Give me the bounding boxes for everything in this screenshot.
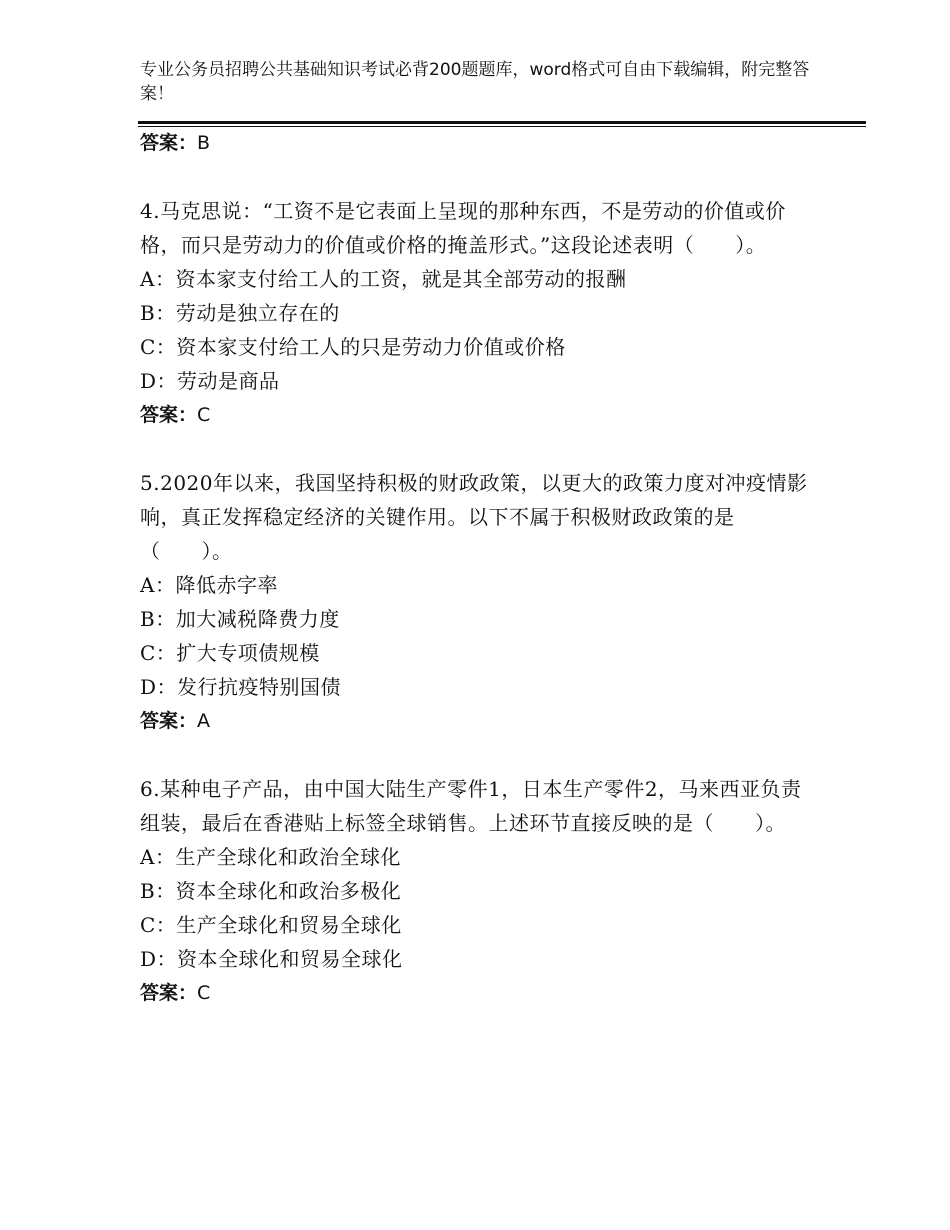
spacer	[140, 160, 820, 194]
answer-label: 答案：	[140, 132, 198, 154]
answer-line	[140, 398, 820, 432]
answer-label: 答案：	[140, 982, 198, 1004]
answer-label: 答案：	[140, 710, 198, 732]
question-list	[140, 126, 820, 1010]
question-text	[140, 772, 820, 840]
option-b: B：劳动是独立存在的	[140, 301, 340, 325]
header-text: 专业公务员招聘公共基础知识考试必背200题题库，word格式可自由下载编辑，附完整答案！	[140, 60, 810, 104]
answer-line	[140, 126, 820, 160]
option-a: A：资本家支付给工人的工资，就是其全部劳动的报酬	[140, 267, 627, 291]
question-number: 4.	[140, 199, 161, 223]
answer-value: B	[197, 132, 211, 154]
answer-value: A	[197, 710, 211, 732]
option-a: A：生产全球化和政治全球化	[140, 845, 401, 869]
question-body: 某种电子产品，由中国大陆生产零件1，日本生产零件2，马来西亚负责组装，最后在香港贴上标签全球销售。上述环节直接反映的是（ ）。	[140, 777, 802, 835]
option-d: D：发行抗疫特别国债	[140, 675, 342, 699]
option-d: D：资本全球化和贸易全球化	[140, 947, 403, 971]
page-header	[140, 58, 820, 106]
option-a: A：降低赤字率	[140, 573, 278, 597]
spacer	[140, 738, 820, 772]
option-b: B：资本全球化和政治多极化	[140, 879, 402, 903]
question-body: 马克思说：“工资不是它表面上呈现的那种东西，不是劳动的价值或价格，而只是劳动力的价值或价格的掩盖形式。”这段论述表明（ ）。	[140, 199, 786, 257]
question-text	[140, 466, 820, 568]
answer-value: C	[197, 404, 211, 426]
spacer	[140, 432, 820, 466]
option-b: B：加大减税降费力度	[140, 607, 340, 631]
option-c: C：扩大专项债规模	[140, 641, 320, 665]
question-number: 5.	[140, 471, 161, 495]
answer-label: 答案：	[140, 404, 198, 426]
question-body: 2020年以来，我国坚持积极的财政政策，以更大的政策力度对冲疫情影响，真正发挥稳定经济的关键作用。以下不属于积极财政政策的是（ ）。	[140, 471, 808, 563]
option-d: D：劳动是商品	[140, 369, 280, 393]
option-c: C：资本家支付给工人的只是劳动力价值或价格	[140, 335, 566, 359]
question-text	[140, 194, 820, 262]
question-number: 6.	[140, 777, 161, 801]
answer-value: C	[197, 982, 211, 1004]
answer-line	[140, 976, 820, 1010]
answer-line	[140, 704, 820, 738]
option-c: C：生产全球化和贸易全球化	[140, 913, 402, 937]
header-rule-thick	[138, 121, 866, 124]
